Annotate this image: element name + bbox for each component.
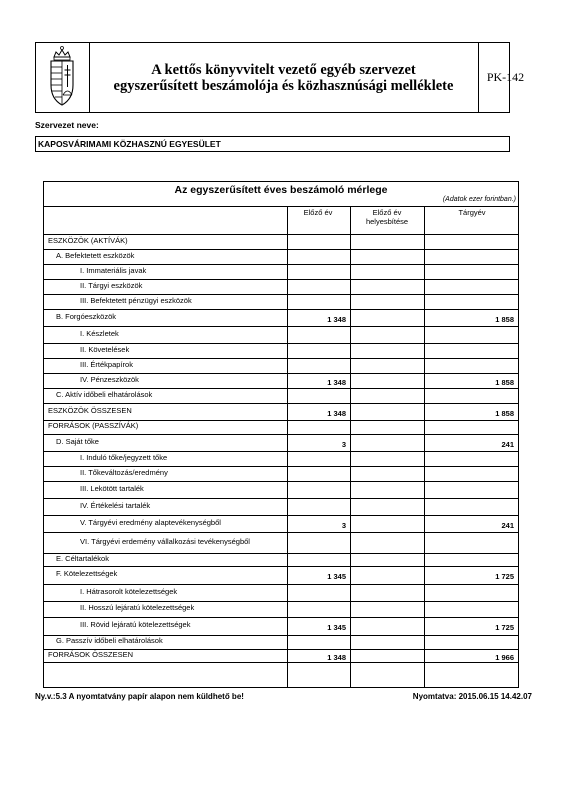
row-divider	[44, 481, 518, 482]
row-value-prev: 1 345	[327, 572, 346, 581]
column-header-previous-year-correction	[350, 208, 424, 226]
balance-sheet-table	[43, 181, 519, 688]
row-value-curr: 1 725	[495, 623, 514, 632]
row-value-curr: 1 858	[495, 314, 514, 324]
row-divider	[44, 662, 518, 663]
row-label: E. Céltartalékok	[56, 553, 109, 563]
row-label: II. Követelések	[80, 344, 130, 354]
row-divider	[44, 584, 518, 585]
row-divider	[44, 515, 518, 516]
row-value-prev: 3	[341, 520, 346, 530]
row-label: D. Saját tőke	[56, 436, 99, 446]
row-label: G. Passzív időbeli elhatárolások	[56, 636, 163, 645]
form-title	[89, 43, 478, 112]
organization-name: KAPOSVÁRIMAMI KÖZHASZNÚ EGYESÜLET	[35, 136, 510, 152]
row-label: V. Tárgyévi eredmény alaptevékenységből	[80, 517, 221, 527]
footer-version-note: Ny.v.:5.3 A nyomtatvány papír alapon nem küldhető be!	[35, 692, 244, 701]
row-label: III. Értékpapírok	[80, 359, 133, 369]
row-label: III. Lekötött tartalék	[80, 483, 144, 493]
row-label: FORRÁSOK (PASSZÍVÁK)	[48, 421, 139, 430]
row-divider	[44, 206, 518, 207]
row-label: I. Immateriális javak	[80, 265, 147, 275]
row-label: III. Befektetett pénzügyi eszközök	[80, 295, 192, 305]
row-value-prev: 1 345	[327, 623, 346, 632]
row-value-curr: 241	[501, 439, 514, 449]
row-label: IV. Értékelési tartalék	[80, 500, 151, 510]
row-divider	[44, 601, 518, 602]
row-divider	[44, 532, 518, 533]
row-value-prev: 1 348	[327, 314, 346, 324]
row-divider	[44, 403, 518, 404]
form-header	[35, 42, 525, 113]
row-label: IV. Pénzeszközök	[80, 374, 139, 384]
form-code: PK-142	[486, 70, 525, 84]
row-value-curr: 1 725	[495, 572, 514, 581]
row-value-prev: 3	[341, 439, 346, 449]
row-label: I. Induló tőke/jegyzett tőke	[80, 452, 168, 462]
form-title-line1: A kettős könyvvitelt vezető egyéb szervezet	[151, 61, 416, 78]
row-divider	[44, 434, 518, 435]
row-label: I. Hátrasorolt kötelezettségek	[80, 586, 178, 596]
row-label: II. Tárgyi eszközök	[80, 280, 143, 290]
row-label: II. Tőkeváltozás/eredmény	[80, 467, 168, 477]
balance-sheet-unit-note: (Adatok ezer forintban.)	[442, 196, 516, 203]
row-label: II. Hosszú lejáratú kötelezettségek	[80, 603, 195, 612]
row-label: I. Készletek	[80, 328, 119, 338]
balance-sheet-title: Az egyszerűsített éves beszámoló mérlege	[174, 184, 388, 196]
row-value-curr: 1 858	[495, 377, 514, 387]
row-label: FORRÁSOK ÖSSZESEN	[48, 649, 134, 659]
row-divider	[44, 566, 518, 567]
row-value-prev: 1 348	[327, 408, 346, 418]
row-label: VI. Tárgyévi erdemény vállalkozási tevékenységből	[80, 536, 250, 546]
form-title-line2: egyszerűsített beszámolója és közhasznúsági melléklete	[113, 77, 454, 94]
row-label: C. Aktív időbeli elhatárolások	[56, 389, 153, 399]
footer-print-date: Nyomtatva: 2015.06.15 14.42.07	[412, 692, 532, 701]
row-divider	[44, 617, 518, 618]
organization-label: Szervezet neve:	[35, 120, 99, 130]
row-value-curr: 1 858	[495, 408, 514, 418]
row-label: III. Rövid lejáratú kötelezettségek	[80, 620, 191, 629]
row-label: F. Kötelezettségek	[56, 569, 118, 578]
form-code-cell	[478, 43, 525, 112]
row-value-prev: 1 348	[327, 652, 346, 662]
row-value-curr: 1 966	[495, 652, 514, 662]
row-value-curr: 241	[501, 520, 514, 530]
column-header-correction-line2: helyesbítése	[365, 217, 409, 226]
row-divider	[44, 309, 518, 310]
coat-of-arms-icon	[36, 43, 90, 112]
row-divider	[44, 553, 518, 554]
row-divider	[44, 498, 518, 499]
row-divider	[44, 326, 518, 327]
row-label: B. Forgóeszközök	[56, 311, 117, 321]
column-header-previous-year: Előző év	[303, 208, 333, 217]
row-label: ESZKÖZÖK ÖSSZESEN	[48, 405, 132, 415]
row-value-prev: 1 348	[327, 377, 346, 387]
column-header-current-year: Tárgyév	[458, 208, 486, 217]
row-label: A. Befektetett eszközök	[56, 250, 135, 260]
row-label: ESZKÖZÖK (AKTÍVÁK)	[48, 235, 128, 245]
column-header-correction-line1: Előző év	[372, 208, 402, 217]
